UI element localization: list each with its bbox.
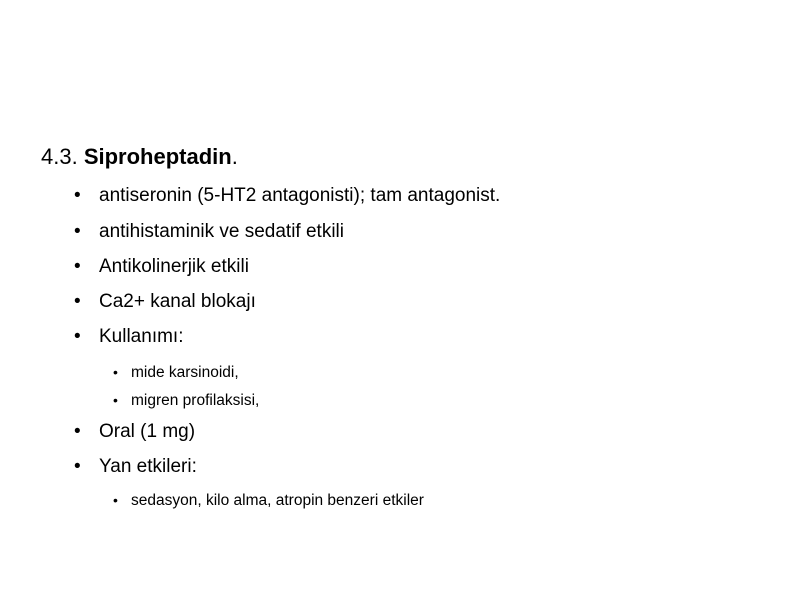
bullet-item — [74, 325, 183, 349]
bullet-item — [74, 290, 256, 314]
heading-title: Siproheptadin — [83, 144, 232, 169]
bullet-item — [74, 455, 197, 479]
bullet-text: Yan etkileri: — [99, 456, 197, 477]
bullet-text: Kullanımı: — [99, 326, 184, 347]
bullet-icon: • — [74, 456, 81, 477]
bullet-icon: • — [113, 392, 118, 408]
bullet-text: antihistaminik ve sedatif etkili — [99, 221, 344, 242]
bullet-icon: • — [74, 185, 81, 206]
bullet-item — [74, 255, 249, 279]
sub-bullet-item — [113, 490, 424, 511]
bullet-icon: • — [74, 421, 81, 442]
bullet-item — [74, 420, 195, 444]
bullet-icon: • — [74, 221, 81, 242]
bullet-icon: • — [113, 364, 118, 380]
bullet-text: Oral (1 mg) — [99, 421, 196, 442]
bullet-item — [74, 184, 500, 208]
slide-heading — [41, 142, 238, 172]
bullet-icon: • — [74, 291, 81, 312]
bullet-text: Antikolinerjik etkili — [99, 256, 249, 277]
sub-bullet-text: sedasyon, kilo alma, atropin benzeri etkiler — [131, 492, 424, 509]
heading-number: 4.3. — [41, 144, 78, 169]
bullet-item — [74, 220, 344, 244]
bullet-icon: • — [74, 326, 81, 347]
sub-bullet-item — [113, 390, 259, 411]
bullet-text: Ca2+ kanal blokajı — [99, 291, 256, 312]
sub-bullet-text: migren profilaksisi, — [131, 392, 260, 409]
bullet-icon: • — [113, 492, 118, 508]
bullet-icon: • — [74, 256, 81, 277]
sub-bullet-item — [113, 362, 239, 383]
bullet-text: antiseronin (5-HT2 antagonisti); tam antagonist. — [99, 185, 501, 206]
heading-suffix: . — [231, 144, 238, 169]
sub-bullet-text: mide karsinoidi, — [131, 364, 239, 381]
